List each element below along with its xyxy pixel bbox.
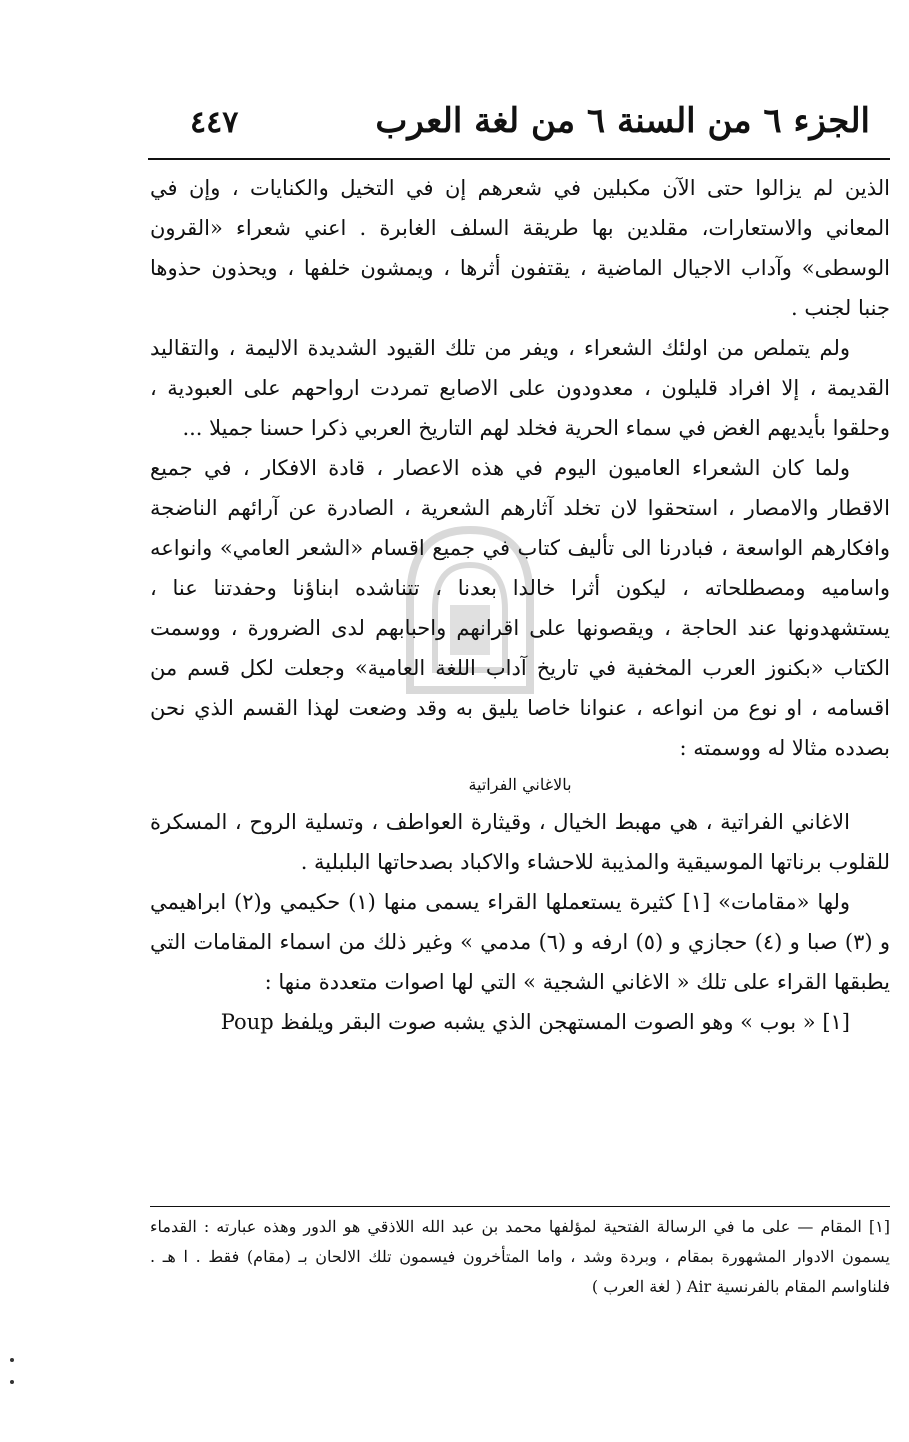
header-rule	[148, 158, 890, 160]
body-text	[150, 168, 890, 1042]
footnote-1: [١] المقام — على ما في الرسالة الفتحية لمؤلفها محمد بن عبد الله اللاذقي هو الدور وهذه عبارته : القدماء يسمون الادوار المشهورة بمقام ، وبردة وشد ، واما المتأخرون فيسمون تلك الالحان بـ (مقام) فقط . ا هـ . فلناواسم المقام بالفرنسية Air ( لغة العرب )	[150, 1217, 890, 1296]
paragraph-6: [١] « بوب » وهو الصوت المستهجن الذي يشبه صوت البقر ويلفظ Poup	[220, 1010, 850, 1034]
scan-mark	[10, 1380, 14, 1384]
paragraph-5: ولها «مقامات» [١] كثيرة يستعملها القراء يسمى منها (١) حكيمي و(٢) ابراهيمي و (٣) صبا و (٤) حجازي و (٥) ارفه و (٦) مدمي » وغير ذلك من اسماء المقامات التي يطبقها القراء على تلك « الاغاني الشجية » التي لها اصوات متعددة منها :	[150, 890, 890, 994]
footnote-rule	[150, 1206, 890, 1207]
scan-mark	[10, 1358, 14, 1362]
running-title: الجزء ٦ من السنة ٦ من لغة العرب	[375, 101, 870, 141]
section-title: بالاغاني الفراتية	[468, 775, 572, 794]
paragraph-4: الاغاني الفراتية ، هي مهبط الخيال ، وقيثارة العواطف ، وتسلية الروح ، المسكرة للقلوب برناتها الموسيقية والمذيبة للاحشاء والاكباد بصدحاتها البلبلية .	[150, 810, 890, 874]
footnotes	[150, 1212, 890, 1302]
paragraph-3: ولما كان الشعراء العاميون اليوم في هذه الاعصار ، قادة الافكار ، في جميع الاقطار والامصار ، استحقوا لان تخلد آثارهم الشعرية ، الصادرة عن آرائهم الناضجة وافكارهم الواسعة ، فبادرنا الى تأليف كتاب في جميع اقسام «الشعر العامي» وانواعه واساميه ومصطلحاته ، ليكون أثرا خالدا بعدنا ، تتناشده ابناؤنا وحفدتنا عنا ، يستشهدونها عند الحاجة ، ويقصونها على اقرانهم واحبابهم لدى الضرورة ، ووسمت الكتاب «بكنوز العرب المخفية في تاريخ آداب اللغة العامية» وجعلت لكل قسم من اقسامه ، او نوع من انواعه ، عنوانا خاصا يليق به وقد وضعت لهذا القسم الذي نحن بصدده مثالا له ووسمته :	[150, 456, 890, 760]
paragraph-2: ولم يتملص من اولئك الشعراء ، ويفر من تلك القيود الشديدة الاليمة ، والتقاليد القديمة ، إلا افراد قليلون ، معدودون على الاصابع تمردت ارواحهم على العبودية ، وحلقوا بأيديهم الغض في سماء الحرية فخلد لهم التاريخ العربي ذكرا حسنا جميلا ...	[150, 336, 890, 440]
page-number: ٤٤٧	[190, 105, 239, 140]
page-header	[150, 95, 890, 155]
paragraph-1: الذين لم يزالوا حتى الآن مكبلين في شعرهم إن في التخيل والكنايات ، وإن في المعاني والاستعارات، مقلدين بها طريقة السلف الغابرة . اعني شعراء «القرون الوسطى» وآداب الاجيال الماضية ، يقتفون أثرها ، ويمشون خلفها ، ويحذون حذوها جنبا لجنب .	[150, 176, 890, 320]
